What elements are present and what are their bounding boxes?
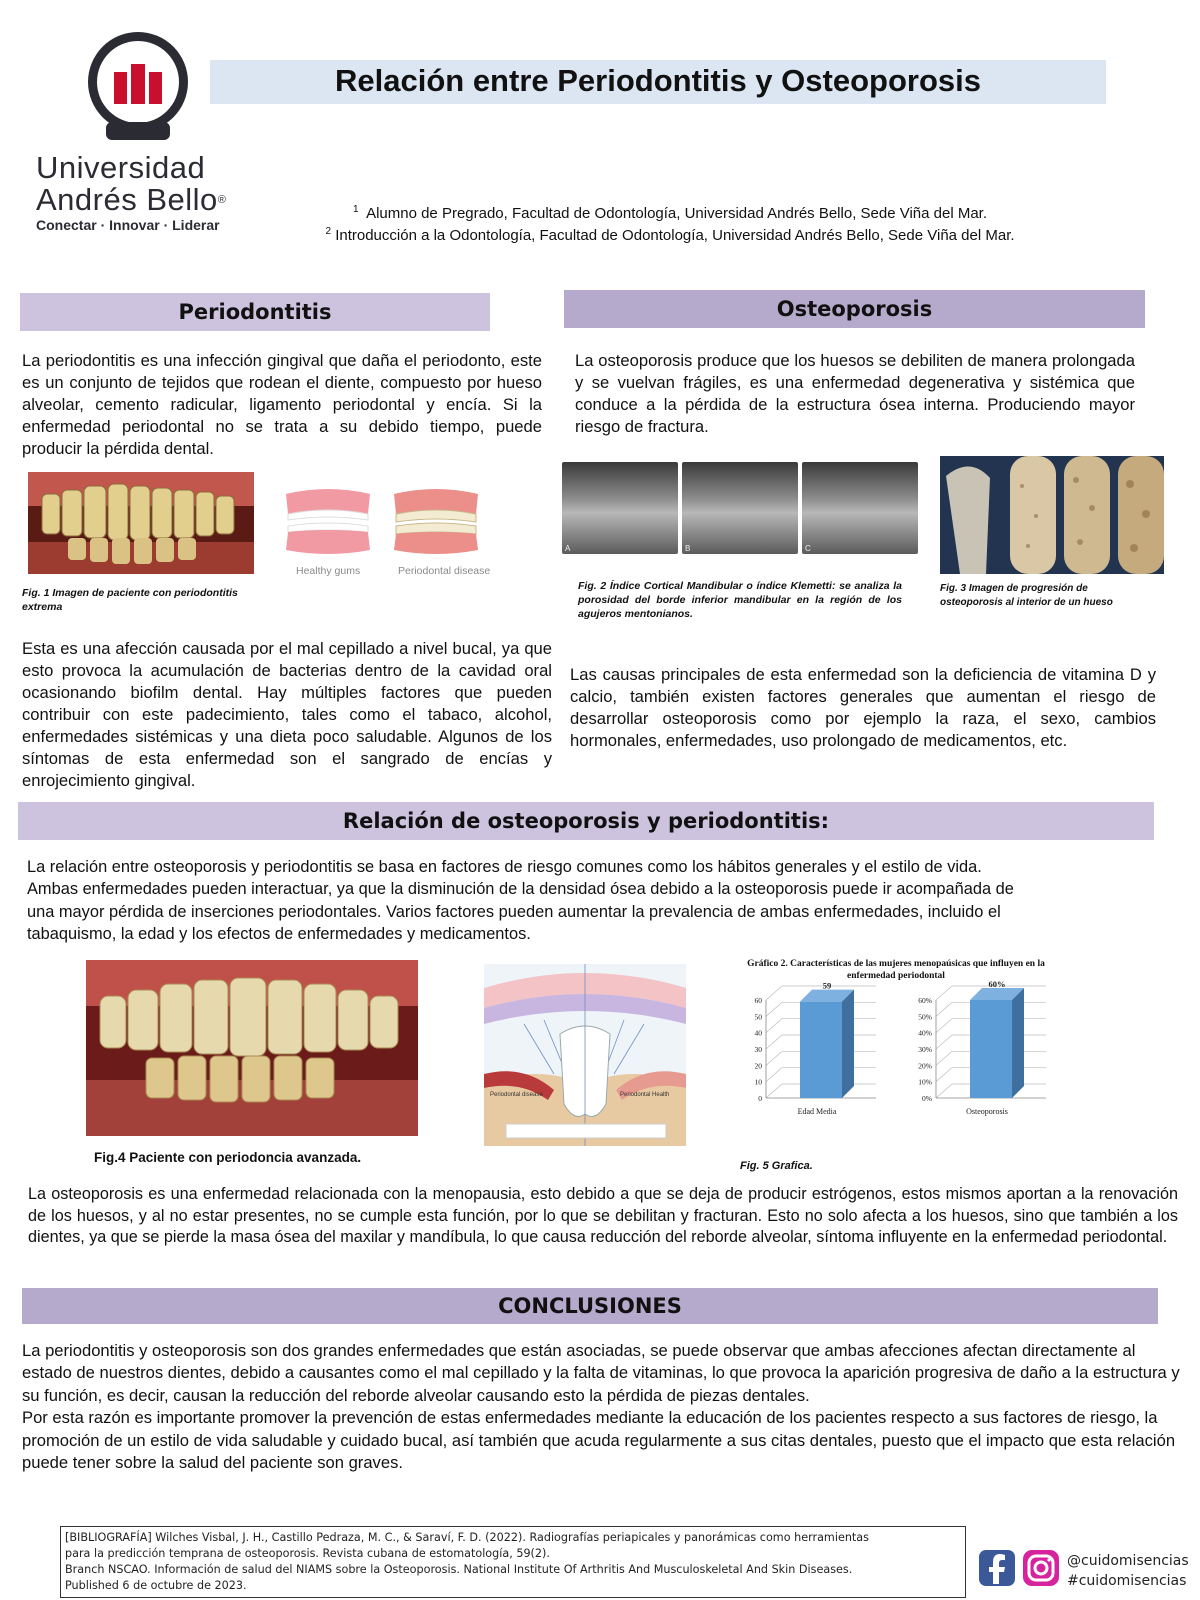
chart-gridline: [936, 1035, 952, 1049]
chart-gridline: [766, 1051, 782, 1065]
fig4-caption: Fig.4 Paciente con periodoncia avanzada.: [94, 1150, 362, 1165]
chart-gridline: [936, 1068, 952, 1082]
chart-tick-label: 40%: [918, 1028, 932, 1038]
chart-gridline: [766, 1002, 782, 1016]
university-name-line2: Andrés Bello: [36, 182, 218, 217]
chart-data-label: 60%: [988, 979, 1006, 989]
chart-bar-side: [1012, 988, 1024, 1098]
bibliography-line-3: Branch NSCAO. Información de salud del NIAMS sobre la Osteoporosis. National Institute Of Arthritis And Musculoskeletal And Skin Diseases.: [65, 1563, 853, 1576]
periodontitis-intro: La periodontitis es una infección gingival que daña el periodonto, este es un conjunto de tejidos que rodean el diente, compuesto por hueso alveolar, cemento radicular, ligamento periodontal y encía. Si la enfermedad periodontal no se trata a su debido tiempo, puede producir la pérdida dental.: [22, 351, 542, 458]
chart-gridline: [936, 1019, 952, 1033]
bibliography-box: [60, 1526, 966, 1598]
poster-title: Relación entre Periodontitis y Osteoporosis: [335, 63, 981, 98]
conclusions-paragraph-1: La periodontitis y osteoporosis son dos grandes enfermedades que están asociadas, se puede observar que ambas afecciones afectan directamente al estado de nuestros dientes, debido a causantes como el mal cepillado y la falta de vitaminas, lo que provoca la aparición progresiva de daño a la estructura y su función, es decir, causan la reducción del reborde alveolar causando esto la pérdida de piezas dentales.: [22, 1341, 1180, 1405]
diagram-label-disease: Periodontal disease: [490, 1092, 543, 1098]
conclusions-text: [22, 1340, 1182, 1474]
chart-category-label: Osteoporosis: [966, 1107, 1008, 1116]
chart-category-label: Edad Media: [797, 1107, 837, 1116]
chart-gridline: [766, 1068, 782, 1082]
healthy-gums-icon: [286, 489, 370, 554]
affiliation-1: $^1$ Alumno de Pregrado, Facultad de Odontología, Universidad Andrés Bello, Sede Viña del Mar.: [352, 204, 988, 222]
chart-tick-label: 20%: [918, 1061, 932, 1071]
chart-tick-label: 0%: [922, 1094, 932, 1103]
chart-tick-label: 10: [754, 1077, 762, 1087]
chart-gridline: [936, 1002, 952, 1016]
fig1-caption: Fig. 1 Imagen de paciente con periodontitis extrema: [22, 587, 238, 613]
bibliography-line-1: [BIBLIOGRAFÍA] Wilches Visbal, J. H., Castillo Pedraza, M. C., & Saraví, F. D. (2022). Radiografías periapicales y panorámicas como herramientas: [65, 1531, 869, 1544]
relation-line-1: La relación entre osteoporosis y periodontitis se basa en factores de riesgo comunes como los hábitos generales y el estilo de vida.: [27, 858, 982, 876]
chart-tick-label: 60: [754, 996, 762, 1005]
university-name-line1: Universidad: [36, 150, 206, 185]
fig3-bone-progression: [940, 456, 1164, 574]
university-logo-mark: [84, 28, 192, 148]
chart-title: Gráfico 2. Características de las mujeres menopaúsicas que influyen en la enfermedad periodontal: [747, 959, 1045, 981]
conclusions-paragraph-2: Por esta razón es importante promover la prevención de estas enfermedades mediante la educación de los pacientes respecto a sus factores de riesgo, la promoción de un estilo de vida saludable y cuidado bucal, así también que acuda regularmente a sus citas dentales, puesto que el impacto que esta relación puede tener sobre la salud del paciente son graves.: [22, 1408, 1176, 1473]
fig5-caption: Fig. 5 Grafica.: [740, 1160, 813, 1172]
diagram-label-health: Periodontal Health: [620, 1092, 670, 1098]
university-tagline: Conectar · Innovar · Liderar: [36, 217, 220, 233]
university-name: [36, 152, 226, 216]
chart-gráfico-2: [726, 958, 1066, 1128]
chart-tick-label: 40: [754, 1028, 762, 1038]
instagram-icon[interactable]: [1023, 1550, 1059, 1586]
social-handle[interactable]: @cuidomisencias: [1067, 1553, 1189, 1569]
social-handles: [1067, 1551, 1189, 1591]
chart-tick-label: 30: [754, 1045, 762, 1054]
chart-plot: [726, 979, 1066, 1128]
periodontitis-body: Esta es una afección causada por el mal cepillado a nivel bucal, ya que esto provoca la acumulación de bacterias dentro de la cavidad oral ocasionando biofilm dental. Hay múltiples factores que pueden contribuir con este padecimiento, tales como el tabaco, alcohol, enfermedades sistémicas y una dieta poco saludable. Algunos de los síntomas de esta enfermedad son el sangrado de encías y enrojecimiento gingival.: [22, 639, 552, 790]
social-icons: [979, 1548, 1065, 1593]
affiliation-2: $^2$ Introducción a la Odontología, Facultad de Odontología, Universidad Andrés Bello, Sede Viña del Mar.: [325, 226, 1015, 244]
relation-line-3: una mayor pérdida de inserciones periodontales. Varios factores pueden aumentar la prevalencia de ambas enfermedades, incluido el: [27, 902, 1001, 921]
fig1-photo: [28, 472, 254, 574]
relation-line-4: tabaquismo, la edad y los efectos de enfermedades y medicamentos.: [27, 925, 531, 944]
registered-mark: ®: [217, 194, 227, 206]
social-hashtag[interactable]: #cuidomisencias: [1067, 1573, 1187, 1589]
fig3-caption: Fig. 3 Imagen de progresión de osteoporosis al interior de un hueso: [940, 583, 1113, 608]
chart-gridline: [936, 1051, 952, 1065]
chart-tick-label: 30%: [918, 1045, 932, 1054]
relation-body: La osteoporosis es una enfermedad relacionada con la menopausia, esto debido a que se deja de producir estrógenos, estos mismos aportan a la renovación de los huesos, y al no estar presentes, no se cumple esta función, por lo que se debilitan y fracturan. Esto no solo afecta a los huesos, sino que también a los dientes, ya que se pierde la masa ósea del maxilar y mandíbula, lo que causa reducción del reborde alveolar, síntoma influyente en la enfermedad periodontal.: [28, 1185, 1178, 1247]
label-healthy-gums: Healthy gums: [296, 565, 361, 577]
periodontitis-heading: Periodontitis: [20, 293, 490, 331]
xray-a: A: [562, 462, 678, 554]
chart-gridline: [766, 1019, 782, 1033]
chart-tick-label: 50%: [918, 1012, 932, 1022]
bibliography-line-4: Published 6 de octubre de 2023.: [65, 1579, 247, 1592]
chart-tick-label: 60%: [918, 996, 932, 1005]
bibliography-line-2: para la predicción temprana de osteoporosis. Revista cubana de estomatología, 59(2).: [65, 1547, 550, 1560]
chart-gridline: [766, 1084, 782, 1098]
osteoporosis-heading: Osteoporosis: [564, 290, 1145, 328]
osteoporosis-intro: La osteoporosis produce que los huesos se debiliten de manera prolongada y se vuelvan frágiles, es una enfermedad degenerativa y sistémica que conduce a la pérdida de la estructura ósea interna. Produciendo mayor riesgo de fractura.: [575, 351, 1135, 436]
chart-tick-label: 0: [758, 1094, 762, 1103]
chart-bar: [800, 1002, 842, 1098]
periodontal-disease-icon: [394, 489, 478, 554]
osteoporosis-body: Las causas principales de esta enfermedad son la deficiencia de vitamina D y calcio, también existen factores generales que aumentan el riesgo de desarrollar osteoporosis como por ejemplo la raza, el sexo, cambios hormonales, enfermedades, uso prolongado de medicamentos, etc.: [570, 665, 1156, 750]
fig2-caption: Fig. 2 Índice Cortical Mandibular o índice Klemetti: se analiza la porosidad del borde inferior mandibular en la región de los agujeros mentonianos.: [578, 580, 902, 620]
chart-tick-label: 10%: [918, 1077, 932, 1087]
chart-gridline: [936, 1084, 952, 1098]
chart-tick-label: 50: [754, 1012, 762, 1022]
fig4-photo: [86, 960, 418, 1136]
relation-heading: Relación de osteoporosis y periodontitis:: [18, 802, 1154, 840]
conclusions-heading: CONCLUSIONES: [22, 1288, 1158, 1324]
chart-bar-side: [842, 990, 854, 1098]
label-periodontal-disease: Periodontal disease: [398, 565, 491, 577]
chart-tick-label: 20: [754, 1061, 762, 1071]
gums-illustration: [280, 486, 498, 558]
chart-bar: [970, 1000, 1012, 1098]
chart-gridline: [766, 986, 782, 1000]
relation-intro: [27, 856, 1177, 946]
xray-c: C: [802, 462, 918, 554]
chart-data-label: 59: [822, 980, 832, 991]
chart-gridline: [936, 986, 952, 1000]
chart-gridline: [766, 1035, 782, 1049]
periodontal-diagram: [484, 964, 686, 1146]
facebook-icon[interactable]: [979, 1550, 1015, 1586]
xray-b: B: [682, 462, 798, 554]
relation-line-2: Ambas enfermedades pueden interactuar, ya que la disminución de la densidad ósea debido a la osteoporosis puede ir acompañada de: [27, 880, 1014, 899]
